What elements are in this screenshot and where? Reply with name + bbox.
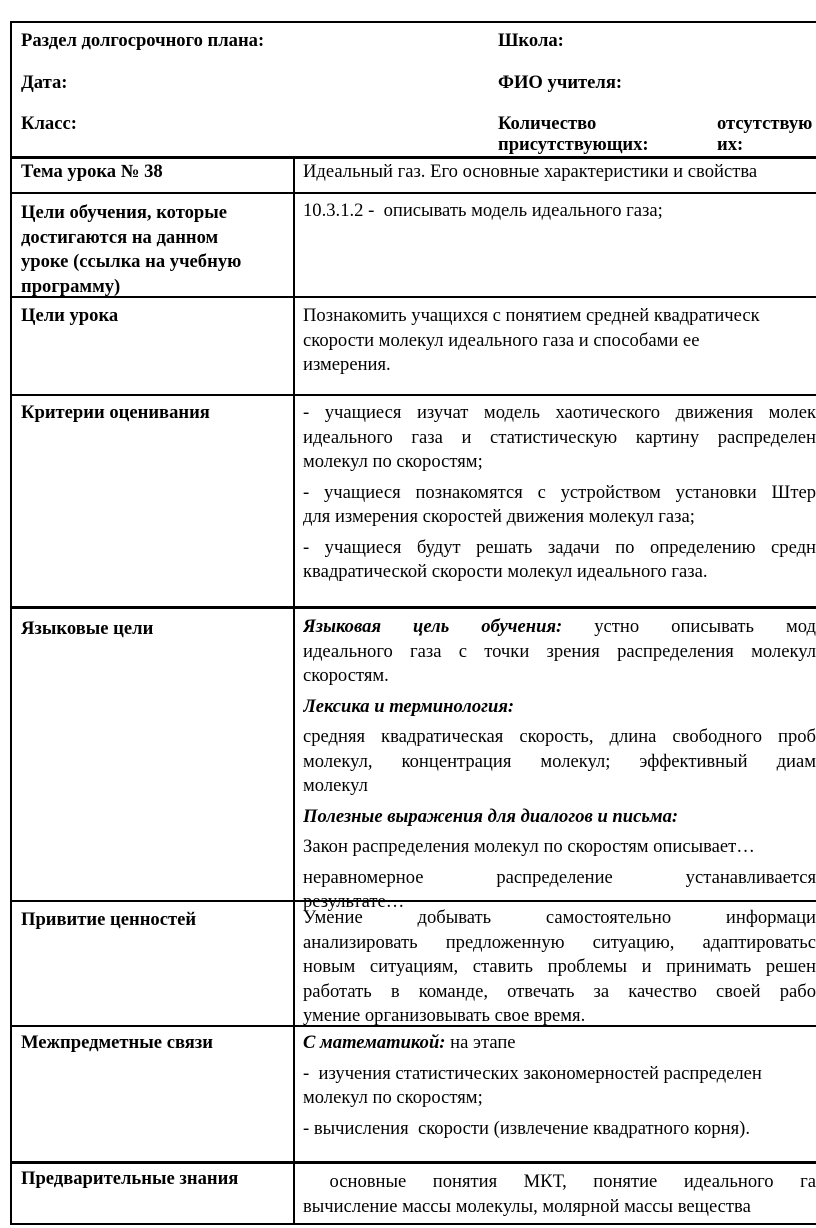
lesson-goals-label: Цели урока	[21, 305, 119, 326]
row-divider	[10, 192, 816, 194]
count-label-2-right: их:	[717, 134, 744, 155]
lexicon-line: молекул, концентрация молекул; эффективный диам	[303, 750, 816, 772]
criteria-line: - учащиеся будут решать задачи по определению средн	[303, 536, 816, 558]
criteria-label: Критерии оценивания	[21, 402, 210, 423]
table-border-top	[10, 21, 816, 23]
count-label-2: присутствующих:	[498, 134, 649, 155]
interdisciplinary-line: молекул по скоростям;	[303, 1087, 483, 1108]
values-line: Умение добывать самостоятельно информаци	[303, 907, 816, 928]
interdisciplinary-line: - изучения статистических закономерностей распределен	[303, 1062, 762, 1084]
interdisciplinary-value	[303, 1031, 816, 1141]
phrase-line: неравномерное распределение устанавливается	[303, 866, 816, 888]
table-border-left	[10, 21, 12, 1225]
row-divider	[10, 394, 816, 396]
lesson-goals-value	[303, 304, 816, 378]
values-line: анализировать предложенную ситуацию, адаптироватьс	[303, 931, 816, 953]
lexicon-line: средняя квадратическая скорость, длина свободного проб	[303, 726, 816, 747]
prior-line: вычисление массы молекулы, молярной массы вещества	[303, 1195, 751, 1217]
phrase-line: результате…	[303, 891, 405, 912]
goals-label	[21, 201, 289, 299]
count-label-1-right: отсутствую	[717, 113, 813, 134]
table-border-bottom	[10, 1223, 816, 1225]
language-goal-line	[303, 615, 816, 640]
criteria-line: квадратической скорости молекул идеального газа.	[303, 561, 708, 582]
math-rest: на этапе	[445, 1032, 516, 1053]
criteria-line: идеального газа и статистическую картину распределен	[303, 426, 816, 448]
row-divider	[10, 606, 816, 609]
values-label: Привитие ценностей	[21, 909, 197, 930]
column-divider	[293, 157, 295, 1225]
language-goal-line: скоростям.	[303, 665, 389, 686]
date-label: Дата:	[21, 72, 68, 93]
values-value	[303, 906, 816, 1029]
math-title: С математикой:	[303, 1032, 446, 1053]
topic-label: Тема урока № 38	[21, 161, 163, 182]
criteria-line: - учащиеся изучат модель хаотического движения молек	[303, 402, 816, 423]
language-label: Языковые цели	[21, 618, 154, 639]
section-label: Раздел долгосрочного плана:	[21, 30, 265, 51]
goals-label-line: Цели обучения, которые	[21, 202, 228, 223]
math-line	[303, 1031, 816, 1056]
language-goal-line: идеального газа с точки зрения распределения молекул	[303, 640, 816, 662]
criteria-line: для измерения скоростей движения молекул газа;	[303, 506, 695, 527]
language-value	[303, 615, 816, 915]
criteria-value	[303, 401, 816, 585]
lexicon-title: Лексика и терминология:	[303, 695, 515, 717]
phrase-line: Закон распределения молекул по скоростям описывает…	[303, 836, 755, 857]
prior-value	[303, 1170, 816, 1219]
school-label: Школа:	[498, 30, 564, 51]
values-line: умение организовывать свое время.	[303, 1005, 586, 1026]
criteria-line: молекул по скоростям;	[303, 451, 483, 472]
count-label-1: Количество	[498, 113, 597, 134]
row-divider	[10, 1161, 816, 1164]
values-line: работать в команде, отвечать за качество своей рабо	[303, 980, 816, 1002]
language-goal-rest: устно описывать мод	[562, 616, 816, 637]
lesson-goals-line: скорости молекул идеального газа и способами ее	[303, 329, 700, 351]
lesson-goals-line: измерения.	[303, 354, 391, 375]
phrases-title: Полезные выражения для диалогов и письма:	[303, 805, 679, 827]
lexicon-line: молекул	[303, 775, 368, 796]
class-label: Класс:	[21, 113, 77, 134]
lesson-goals-line: Познакомить учащихся с понятием средней квадратическ	[303, 305, 760, 326]
row-divider	[10, 156, 816, 159]
values-line: новым ситуациям, ставить проблемы и принимать решен	[303, 956, 816, 977]
language-goal-title: Языковая цель обучения:	[303, 616, 563, 637]
prior-line: основные понятия МКТ, понятие идеального га	[303, 1171, 816, 1192]
teacher-label: ФИО учителя:	[498, 72, 623, 93]
goals-label-line: достигаются на данном	[21, 226, 219, 248]
goals-label-line: уроке (ссылка на учебную	[21, 251, 242, 272]
prior-label: Предварительные знания	[21, 1168, 239, 1189]
goals-value: 10.3.1.2 - описывать модель идеального газа;	[303, 200, 663, 221]
lesson-plan-table	[10, 21, 816, 1225]
criteria-line: - учащиеся познакомятся с устройством установки Штер	[303, 481, 816, 503]
goals-label-line: программу)	[21, 275, 121, 297]
interdisciplinary-line: - вычисления скорости (извлечение квадратного корня).	[303, 1117, 750, 1139]
interdisciplinary-label: Межпредметные связи	[21, 1032, 213, 1053]
topic-value: Идеальный газ. Его основные характеристики и свойства	[303, 161, 758, 182]
